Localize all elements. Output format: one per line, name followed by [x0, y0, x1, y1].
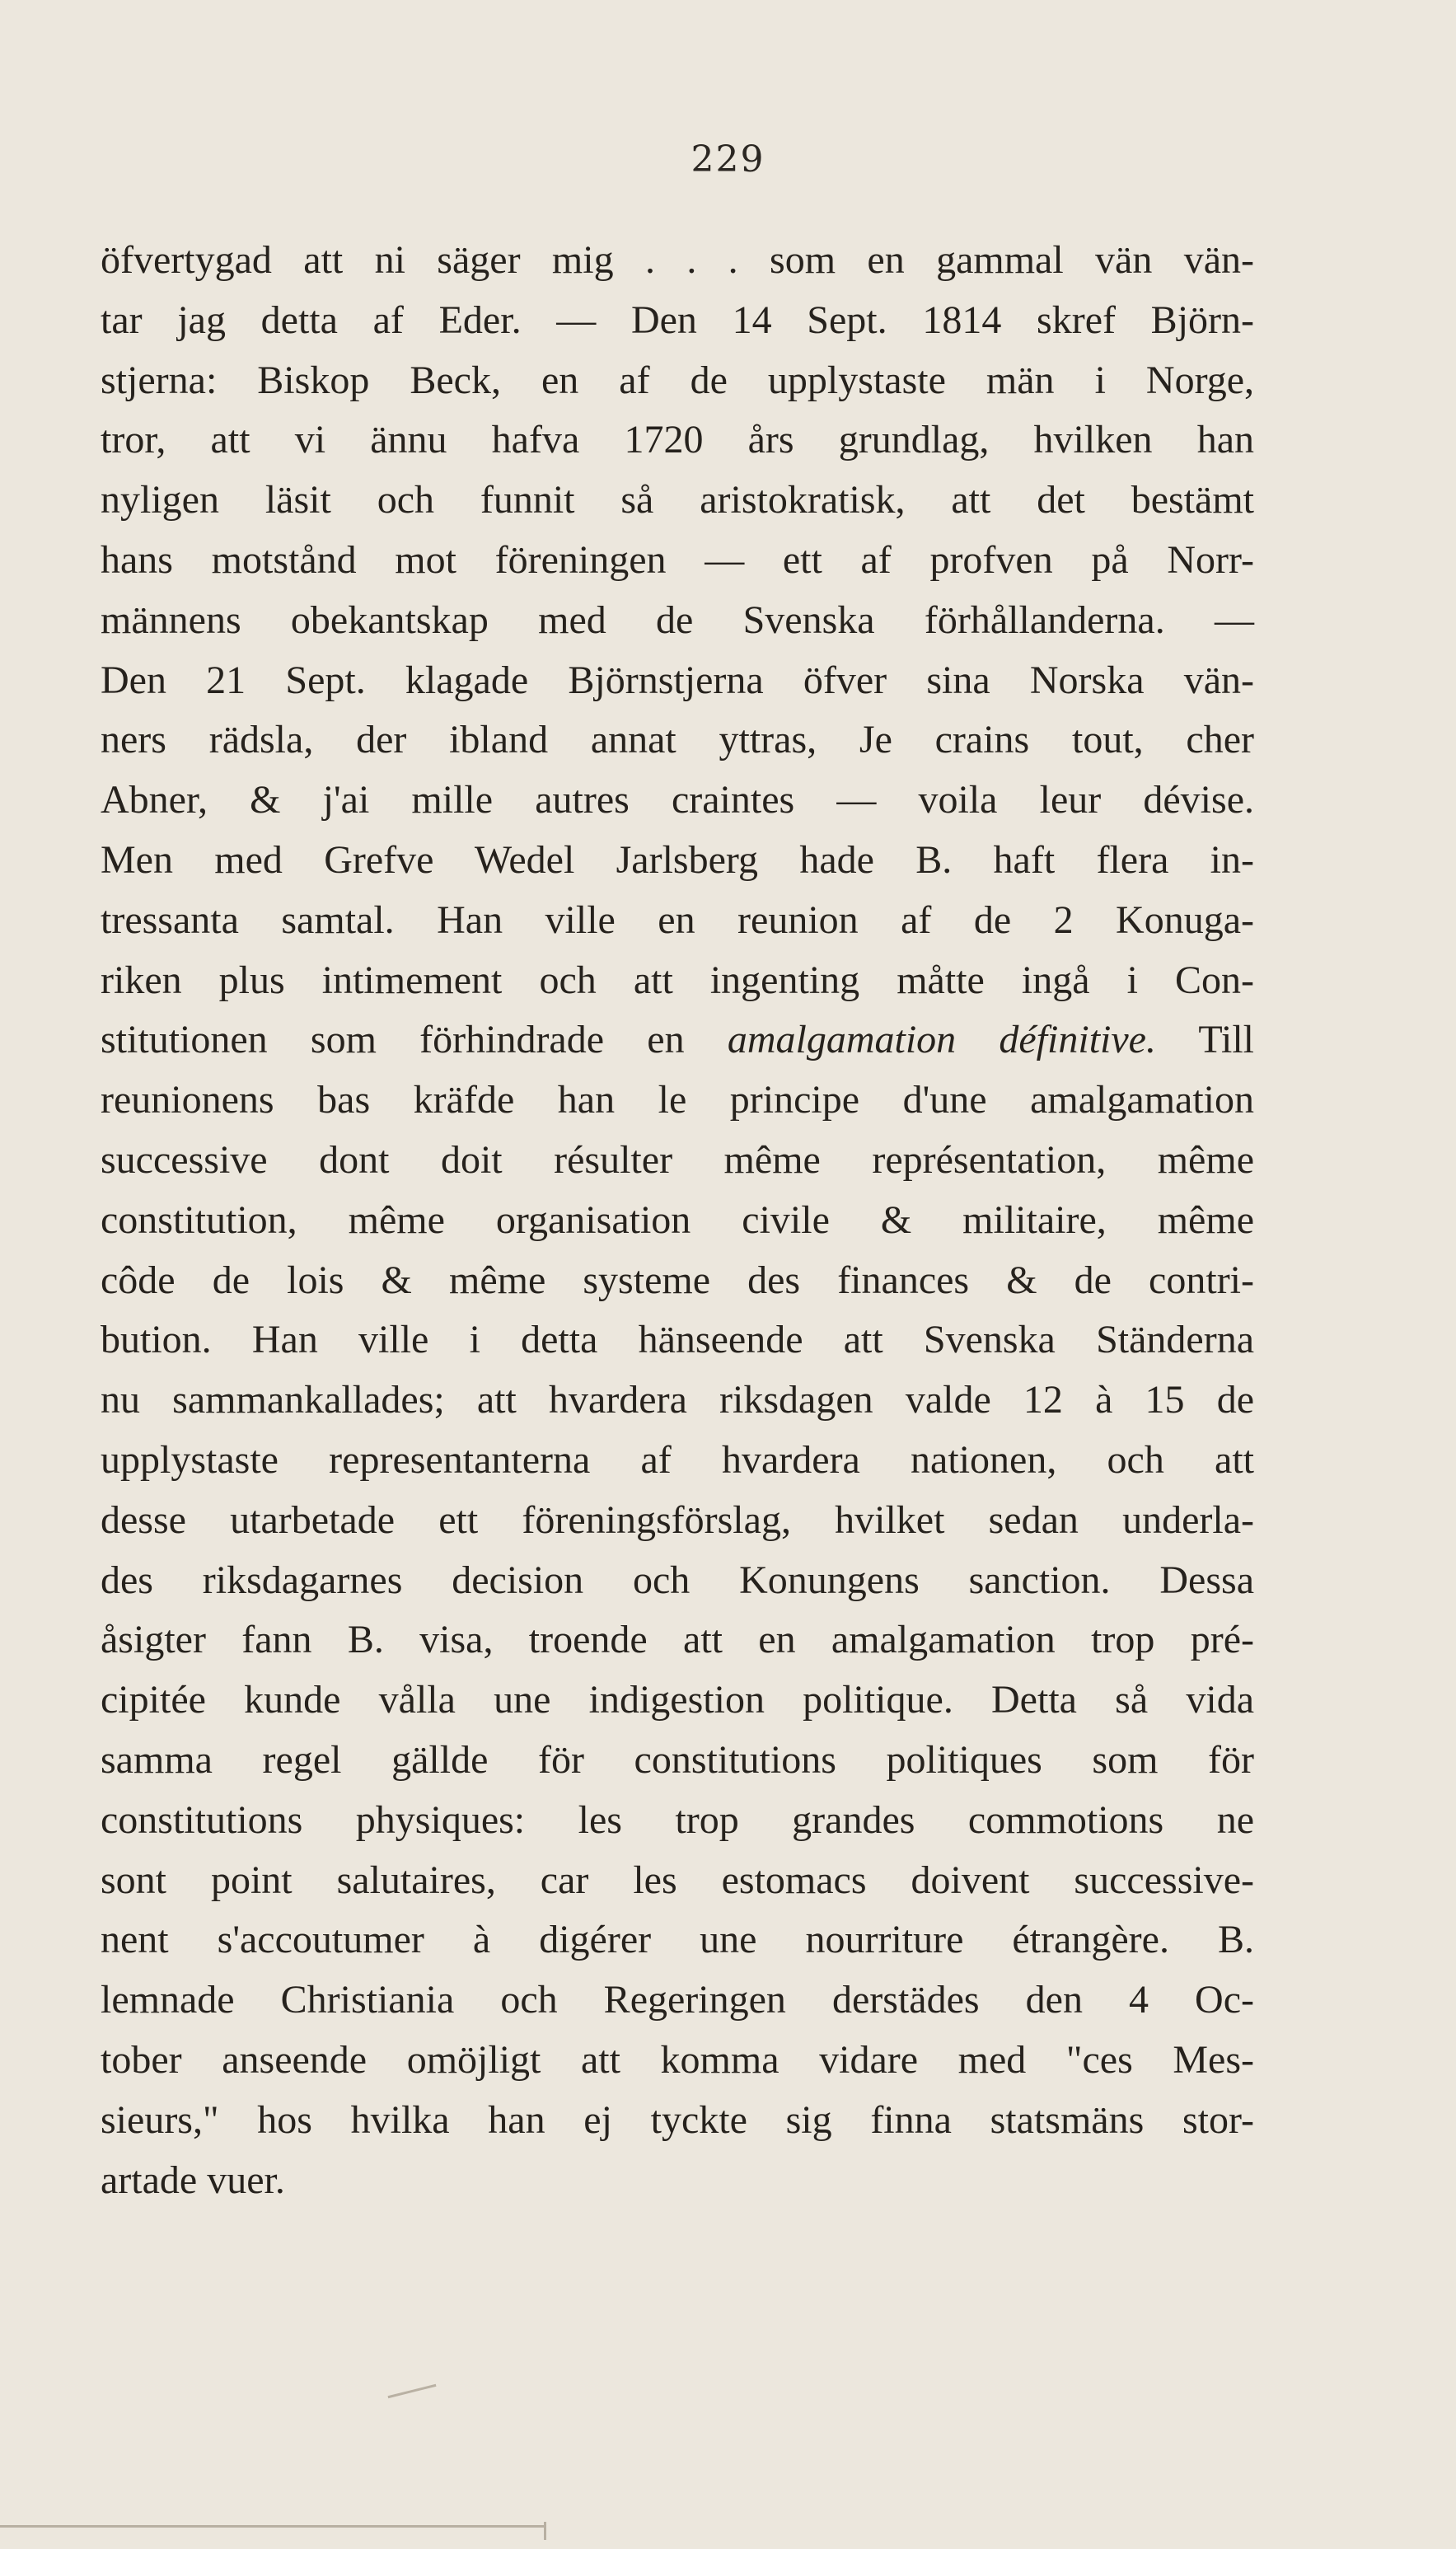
text-line: männens obekantskap med de Svenska förhållanderna. — [101, 597, 1254, 642]
text-line: tror, att vi ännu hafva 1720 års grundlag, hvilken han [101, 418, 1254, 462]
text-line: Abner, & j'ai mille autres craintes — voila leur dévise. [101, 778, 1254, 822]
text-line: hans motstånd mot föreningen — ett af profven på Norr- [101, 537, 1254, 582]
text-line: sieurs," hos hvilka han ej tyckte sig finna statsmäns stor- [101, 2097, 1254, 2142]
pencil-mark [388, 2384, 437, 2398]
text-run: Till [1155, 1018, 1254, 1062]
text-line: des riksdagarnes decision och Konungens sanction. Dessa [101, 1558, 1254, 1602]
text-line: sont point salutaires, car les estomacs doivent successive- [101, 1858, 1254, 1902]
text-line: bution. Han ville i detta hänseende att Svenska Ständerna [101, 1318, 1254, 1362]
text-line: reunionens bas kräfde han le principe d'une amalgamation [101, 1078, 1254, 1122]
bottom-rule-tick [544, 2522, 546, 2540]
bottom-rule [0, 2525, 544, 2528]
body-text [101, 231, 1254, 2210]
italic-phrase: amalgamation définitive. [727, 1018, 1156, 1062]
text-line: côde de lois & même systeme des finances & de contri- [101, 1258, 1254, 1302]
text-line: åsigter fann B. visa, troende att en amalgamation trop pré- [101, 1618, 1254, 1662]
text-line: desse utarbetade ett föreningsförslag, hvilket sedan underla- [101, 1497, 1254, 1542]
text-line: Men med Grefve Wedel Jarlsberg hade B. haft flera in- [101, 837, 1254, 882]
text-line: ners rädsla, der ibland annat yttras, Je crains tout, cher [101, 718, 1254, 762]
text-line: lemnade Christiania och Regeringen derstädes den 4 Oc- [101, 1978, 1254, 2022]
text-line: nent s'accoutumer à digérer une nourriture étrangère. B. [101, 1918, 1254, 1962]
page-number: 229 [691, 138, 765, 180]
text-line-with-italic [101, 1010, 1254, 1071]
text-line: upplystaste representanterna af hvardera nationen, och att [101, 1437, 1254, 1482]
text-line: cipitée kunde vålla une indigestion politique. Detta så vida [101, 1678, 1254, 1722]
text-line: riken plus intimement och att ingenting måtte ingå i Con- [101, 958, 1254, 1002]
text-line: nyligen läsit och funnit så aristokratisk, att det bestämt [101, 478, 1254, 522]
text-line-final: artade vuer. [101, 2158, 285, 2202]
text-line: nu sammankallades; att hvardera riksdagen valde 12 à 15 de [101, 1378, 1254, 1422]
text-line: tober anseende omöjligt att komma vidare med "ces Mes- [101, 2037, 1254, 2082]
text-line: öfvertygad att ni säger mig . . . som en gammal vän vän- [101, 238, 1254, 282]
text-line: samma regel gällde för constitutions politiques som för [101, 1737, 1254, 1782]
text-line: tar jag detta af Eder. — Den 14 Sept. 1814 skref Björn- [101, 298, 1254, 342]
text-line: tressanta samtal. Han ville en reunion af de 2 Konuga- [101, 897, 1254, 942]
text-line: constitutions physiques: les trop grandes commotions ne [101, 1797, 1254, 1842]
text-line: successive dont doit résulter même représentation, même [101, 1137, 1254, 1182]
text-run: stitutionen som förhindrade en [101, 1018, 728, 1062]
text-line: constitution, même organisation civile & militaire, même [101, 1197, 1254, 1242]
text-line: Den 21 Sept. klagade Björnstjerna öfver sina Norska vän- [101, 658, 1254, 702]
text-line: stjerna: Biskop Beck, en af de upplystaste män i Norge, [101, 358, 1254, 402]
